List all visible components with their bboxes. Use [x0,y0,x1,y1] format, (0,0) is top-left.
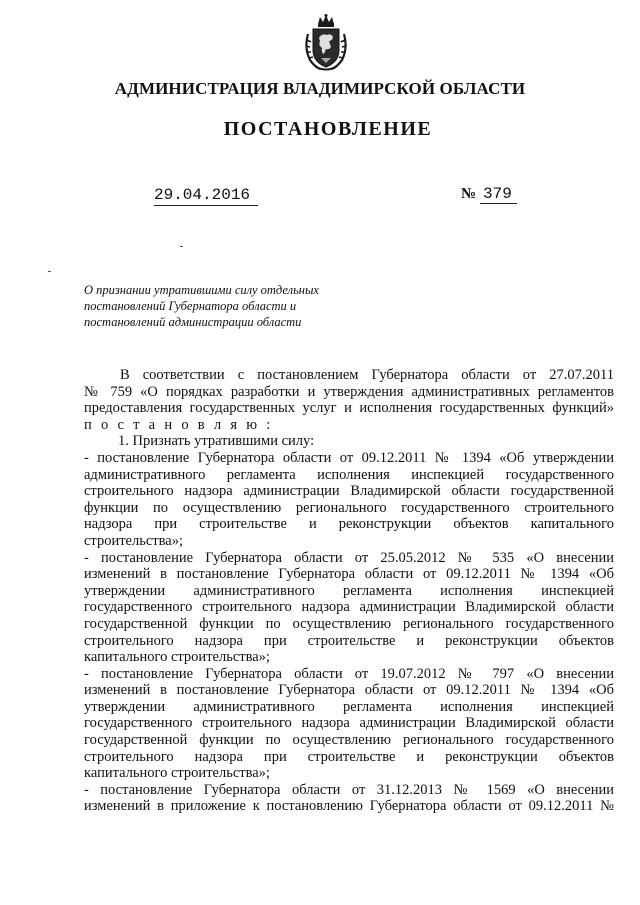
body-line: изменений в приложение к постановлению Губернатора области от 09.12.2011 № [84,798,614,815]
body-line: строительного надзора при строительстве и реконструкции объектов [84,748,614,765]
coat-of-arms-emblem [304,14,348,72]
body-line: капитального строительства»; [84,649,270,666]
body-line: строительного надзора администрации Владимирской области государственной [84,483,614,500]
body-line: изменений в постановление Губернатора области от 09.12.2011 № 1394 «Об [84,682,614,699]
body-line: - постановление Губернатора области от 09.12.2011 № 1394 «Об утверждении [84,449,614,466]
body-line: В соответствии с постановлением Губернатора области от 27.07.2011 [120,367,614,383]
body-line: функции по осуществлению регионального государственного строительного [84,499,614,516]
body-line: строительного надзора при строительстве и реконструкции объектов [84,632,614,649]
body-line: капитального строительства»; [84,765,270,782]
body-line: государственной функции по осуществлению регионального государственного [84,732,614,749]
subject-line: постановлений Губернатора области и [84,299,297,313]
subject-line: О признании утратившими силу отдельных [84,283,319,297]
resolve-word: п о с т а н о в л я ю : [84,416,274,433]
body-line: предоставления государственных услуг и исполнения государственных функций» [84,400,614,417]
body-line: строительства»; [84,532,183,549]
document-number-label: № [461,186,477,202]
body-line: государственного строительного надзора администрации Владимирской области [84,599,614,616]
document-subject [84,282,354,330]
body-line: - постановление Губернатора области от 31.12.2013 № 1569 «О внесении [84,781,614,798]
body-line: изменений в постановление Губернатора области от 09.12.2011 № 1394 «Об [84,566,614,583]
organization-title: АДМИНИСТРАЦИЯ ВЛАДИМИРСКОЙ ОБЛАСТИ [114,79,526,98]
body-line: утверждении административного регламента исполнения инспекцией [84,582,614,599]
document-number: 379 [480,185,517,204]
body-line: надзора при строительстве и реконструкции объектов капитального [84,516,614,533]
scan-speck [180,246,183,247]
document-date: 29.04.2016 [154,186,258,206]
body-line: государственного строительного надзора администрации Владимирской области [84,715,614,732]
document-body [84,367,614,815]
subject-line: постановлений администрации области [84,315,302,329]
item-title: 1. Признать утратившими силу: [118,433,315,450]
body-line: утверждении административного регламента исполнения инспекцией [84,698,614,715]
body-line: № 759 «О порядках разработки и утверждения административных регламентов [84,383,614,400]
scan-speck [48,271,51,272]
body-line: - постановление Губернатора области от 25.05.2012 № 535 «О внесении [84,549,614,566]
body-line: - постановление Губернатора области от 19.07.2012 № 797 «О внесении [84,665,614,682]
document-type-title: ПОСТАНОВЛЕНИЕ [223,118,433,140]
body-line: государственной функции по осуществлению регионального государственного [84,615,614,632]
body-line: административного регламента исполнения инспекцией государственного [84,466,614,483]
